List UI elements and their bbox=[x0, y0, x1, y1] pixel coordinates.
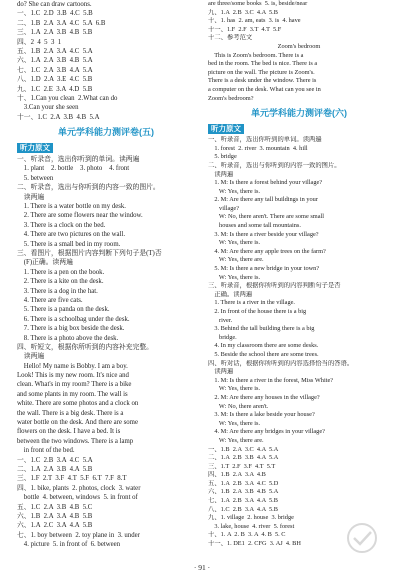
text-line: 6. There is a schoolbag under the desk. bbox=[17, 315, 130, 323]
watermark-logo bbox=[326, 520, 398, 572]
text-line: 7. There is a big box beside the desk. bbox=[17, 325, 125, 333]
text-line: 5. There is a panda on the desk. bbox=[17, 306, 110, 314]
text-line: 八、1.C 2.B 3.A 4.A 5.B bbox=[208, 505, 278, 513]
text-line: 3. Behind the tall building there is a big bbox=[208, 325, 315, 333]
text-line: bottle 4. between, windows 5. in front of bbox=[17, 494, 138, 502]
text-line: 二、听录音，选出与你听到的内容一致的图片。 bbox=[17, 184, 160, 192]
right-answers-top bbox=[208, 0, 390, 43]
text-line: 读两遍 bbox=[208, 368, 234, 376]
text-line: 3. M: Is there a river beside your village? bbox=[208, 230, 319, 238]
text-line: 4. M: Are there any bridges in your village? bbox=[208, 428, 325, 436]
text-line: There is a desk under the window. There is bbox=[208, 77, 317, 85]
text-line: 5. M: Is there a new bridge in your town? bbox=[208, 265, 320, 273]
text-line: 二、1.B 2.A 3.A 4.C 5.A 6.B bbox=[17, 19, 106, 27]
text-line: 五、1.C 2.A 3.B 4.B 5.C bbox=[17, 503, 93, 511]
text-line: between the two windows. There is a lamp bbox=[17, 437, 134, 445]
text-line: 2. M: Are there any tall buildings in your bbox=[208, 196, 318, 204]
text-line: 四、听短文，根据你所听到的内容补充完整。 bbox=[17, 343, 153, 351]
text-line: 九、1.C 2.E 3.A 4.D 5.B bbox=[17, 85, 93, 93]
text-line: 3. There is a dog in the hat. bbox=[17, 287, 98, 295]
text-line: 2. In front of the house there is a big bbox=[208, 308, 307, 315]
text-line: 七、1.C 2.A 3.B 4.A 5.A bbox=[17, 66, 93, 74]
text-line: W: Yes, there is. bbox=[208, 419, 261, 427]
text-line: 2. M: Are there any houses in the village? bbox=[208, 393, 320, 401]
text-line: bed in the room. The bed is nice. There is a bbox=[208, 60, 318, 68]
text-line: 三、1.T 2.F 3.F 4.T 5.T bbox=[208, 462, 276, 470]
text-line: 1. There is a river in the village. bbox=[208, 299, 296, 307]
text-line: 读两遍 bbox=[17, 193, 45, 201]
text-line: do? She can draw cartoons. bbox=[17, 1, 92, 8]
right-column bbox=[208, 0, 390, 549]
text-line: 3. There is a clock on the bed. bbox=[17, 221, 106, 229]
text-line: 六、1.A 2.A 3.B 4.B 5.A bbox=[17, 57, 93, 65]
text-line: 3.Can your she seen bbox=[17, 104, 79, 112]
text-line: are three/some books 5. is, beside/near bbox=[208, 0, 308, 7]
text-line: picture on the wall. The picture is Zoom's. bbox=[208, 68, 315, 76]
section-title-unit6: 单元学科能力测评卷(六) bbox=[251, 108, 347, 119]
text-line: 五、1.A 2.B 3.A 4.C 5.D bbox=[208, 479, 279, 487]
text-line: 十、1. has 2. am, eats 3. is 4. have bbox=[208, 17, 301, 25]
text-line: 十二、参考范文 bbox=[208, 34, 253, 42]
text-line: W: No, there aren't. bbox=[208, 402, 269, 410]
text-line: bridge. bbox=[208, 333, 237, 341]
text-line: (F)正确。读两遍 bbox=[17, 259, 73, 267]
text-line: 一、1.B 2.A 3.C 4.A 5.A bbox=[208, 445, 279, 453]
text-line: 八、1.D 2.A 3.E 4.C 5.B bbox=[17, 76, 93, 84]
text-line: 三、1.A 2.A 3.B 4.B 5.B bbox=[17, 29, 93, 37]
text-line: 七、1.A 2.B 3.A 4.A 5.B bbox=[208, 497, 278, 505]
text-line: 十一、1. DE1 2. CFG 3. AJ 4. BH bbox=[208, 540, 301, 548]
text-line: 3. lake, house 4. river 5. forest bbox=[208, 522, 295, 530]
text-line: 十、1.Can you clean 2.What can do bbox=[17, 94, 118, 102]
text-line: 十、1. A 2. B 3. A 4. B 5. C bbox=[208, 531, 286, 539]
page-number: · 91 · bbox=[193, 563, 211, 572]
text-line: 四、2 4 5 3 1 bbox=[17, 38, 62, 46]
text-line: 1. M: Is there a forest behind your village? bbox=[208, 179, 323, 187]
text-line: 1. forest 2. river 3. mountain 4. hill bbox=[208, 144, 308, 152]
text-line: 四、1. bike, plants 2. photos, clock 3. water bbox=[17, 484, 141, 492]
text-line: houses and some tall mountains. bbox=[208, 222, 301, 230]
left-column bbox=[17, 0, 195, 549]
text-line: river. bbox=[208, 316, 233, 324]
text-line: the wall. There is a big desk. There is a bbox=[17, 409, 124, 417]
left-answers-top bbox=[17, 0, 195, 122]
text-line: 一、听录音，选出你听到的单词。读两遍 bbox=[208, 136, 322, 144]
text-line: in front of the bed. bbox=[17, 447, 75, 455]
text-line: 十一、1.F 2.F 3.T 4.T 5.F bbox=[208, 25, 282, 33]
text-line: 4. In my classroom there are some desks. bbox=[208, 342, 319, 350]
text-line: 二、1.A 2.A 3.B 4.A 5.B bbox=[17, 465, 93, 473]
text-line: W: Yes, there are. bbox=[208, 256, 264, 264]
text-line: 九、1. village 2. house 3. bridge bbox=[208, 514, 294, 522]
essay-title: Zoom's bedroom bbox=[277, 42, 321, 50]
section-title-unit5: 单元学科能力测评卷(五) bbox=[58, 127, 154, 138]
essay-body bbox=[208, 52, 390, 104]
text-line: 1. M: Is there a river in the forest, Miss White? bbox=[208, 376, 334, 384]
text-line: 2. There are some flowers near the window. bbox=[17, 212, 143, 220]
text-line: W: Yes, there is. bbox=[208, 239, 261, 247]
text-line: 1. There is a pen on the book. bbox=[17, 268, 105, 276]
text-line: 六、1.A 2.C 3.A 4.A 5.B bbox=[17, 522, 93, 530]
text-line: 8. There is a photo above the desk. bbox=[17, 334, 119, 342]
text-line: W: No, there aren't. There are some small bbox=[208, 213, 325, 221]
text-line: 3. M: Is there a lake beside your house? bbox=[208, 411, 315, 419]
text-line: 七、1. boy between 2. toy plane in 3. under bbox=[17, 531, 140, 539]
text-line: a computer on the desk. What can you see in bbox=[208, 85, 321, 93]
text-line: 读两遍 bbox=[17, 353, 45, 361]
text-line: Look! This is my new room. It's nice and bbox=[17, 372, 129, 380]
listening-label: 听力原文 bbox=[208, 124, 244, 134]
text-line: 正确。读两遍 bbox=[208, 290, 253, 298]
text-line: village? bbox=[208, 204, 240, 212]
text-line: 一、1.C 2.B 3.A 4.C 5.A bbox=[17, 456, 93, 464]
text-line: 四、听对话，根据你所听到的内容选择恰当的答语。 bbox=[208, 359, 354, 367]
text-line: 二、1.A 2.B 3.B 4.A 5.A bbox=[208, 454, 279, 462]
text-line: 六、1.B 2.A 3.B 4.B 5.A bbox=[208, 488, 279, 496]
text-line: clean. What's in my room? There is a bike bbox=[17, 381, 132, 389]
text-line: 九、1.A 2.B 3.C 4.A 5.B bbox=[208, 8, 278, 16]
text-line: 5. bridge bbox=[208, 153, 237, 161]
text-line: 4. There are five cats. bbox=[17, 296, 83, 304]
text-line: 4. M: Are there any apple trees on the farm? bbox=[208, 247, 326, 255]
text-line: 2. There is a kite on the desk. bbox=[17, 278, 104, 286]
text-line: 一、听录音，选出你听到的单词。读两遍 bbox=[17, 156, 140, 164]
text-line: Zoom's bedroom? bbox=[208, 94, 254, 102]
text-line: 六、1.B 2.A 3.A 4.B 5.B bbox=[17, 512, 93, 520]
text-line: flowers on the desk. I have a bed. It is bbox=[17, 428, 121, 436]
text-line: and some plants in my room. The wall is bbox=[17, 390, 128, 398]
text-line: W: Yes, there is. bbox=[208, 273, 261, 281]
text-line: 三、听录音，根据你所听到的内容判断句子是否 bbox=[208, 282, 341, 290]
text-line: 三、看图片，根据图片内容判断下列句子是(T)否 bbox=[17, 249, 162, 257]
text-line: 五、1.B 2.A 3.A 4.C 5.A bbox=[17, 47, 93, 55]
text-line: 5. Beside the school there are some trees. bbox=[208, 350, 319, 358]
text-line: Hello! My name is Bobby. I am a boy. bbox=[17, 362, 128, 370]
text-line: W: Yes, there are. bbox=[208, 436, 264, 444]
text-line: W: Yes, there is. bbox=[208, 187, 261, 195]
text-line: 1. plant 2. bottle 3. photo 4. front bbox=[17, 165, 130, 173]
text-line: 5. between bbox=[17, 174, 54, 182]
listening-label: 听力原文 bbox=[17, 143, 53, 153]
text-line: 十一、1.C 2.A 3.B 4.B 5.A bbox=[17, 113, 100, 121]
text-line: W: Yes, there is. bbox=[208, 385, 261, 393]
text-line: 1. There is a water bottle on my desk. bbox=[17, 203, 126, 211]
text-line: 三、1.F 2.T 3.F 4.T 5.F 6.T 7.F 8.T bbox=[17, 475, 127, 483]
text-line: 读两遍 bbox=[208, 170, 234, 178]
text-line: 4. picture 5. in front of 6. between bbox=[17, 541, 121, 549]
text-line: white. There are some photos and a clock on bbox=[17, 400, 139, 408]
text-line: 一、1.C 2.D 3.B 4.C 5.B bbox=[17, 10, 93, 18]
text-line: 5. There is a small bed in my room. bbox=[17, 240, 121, 248]
right-listening-text bbox=[208, 136, 390, 549]
text-line: 4. There are two pictures on the wall. bbox=[17, 231, 126, 239]
text-line: water bottle on the desk. And there are some bbox=[17, 419, 138, 427]
text-line: This is Zoom's bedroom. There is a bbox=[208, 51, 304, 59]
left-listening-text bbox=[17, 155, 195, 549]
text-line: 四、1.B 2.A 3.A 4.B bbox=[208, 471, 266, 479]
text-line: 二、听录音，选出与你听到的内容一致的图片。 bbox=[208, 161, 341, 169]
